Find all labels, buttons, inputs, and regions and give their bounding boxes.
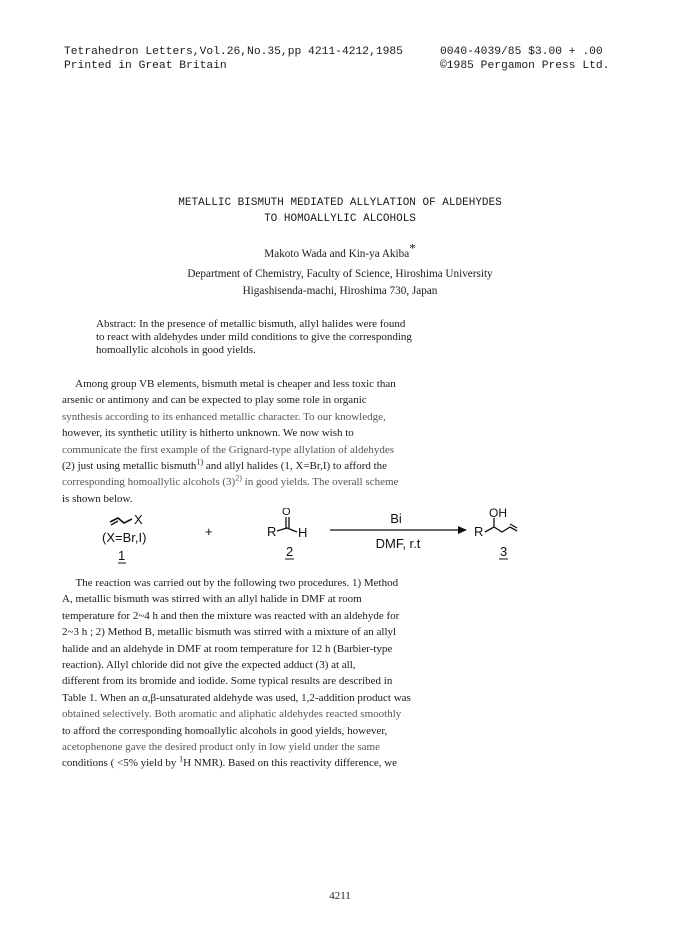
article-title-line-1: METALLIC BISMUTH MEDIATED ALLYLATION OF ALDEHYDES: [178, 197, 502, 209]
text-span: (2) just using metallic bismuth: [62, 460, 197, 473]
compound-number-1: 1: [118, 548, 126, 563]
body-line: different from its bromide and iodide. Some typical results are described in: [62, 675, 393, 688]
body-line: is shown below.: [62, 492, 133, 505]
product-hydroxyl: OH: [489, 508, 507, 520]
abstract-line: to react with aldehydes under mild conditions to give the corresponding: [96, 331, 412, 344]
aldehyde-structure: [267, 508, 307, 559]
homoallylic-alcohol-structure: [474, 508, 517, 559]
reagent-bismuth: Bi: [390, 511, 402, 526]
text-span: corresponding homoallylic alcohols (3): [62, 476, 236, 489]
compound-number-3: 3: [500, 544, 508, 559]
body-line: A, metallic bismuth was stirred with an allyl halide in DMF at room: [62, 593, 362, 606]
body-line: [62, 474, 618, 490]
body-line: synthesis according to its enhanced metallic character. To our knowledge,: [62, 410, 386, 423]
paragraph-intro: [62, 376, 618, 507]
product-r-group: R: [474, 524, 484, 539]
copyright: ©1985 Pergamon Press Ltd.: [440, 60, 610, 72]
page-number: 4211: [329, 890, 351, 902]
reference-1: 1): [196, 457, 204, 467]
authors: [0, 240, 680, 261]
paragraph-procedure: [62, 575, 618, 772]
reference-2: 2): [235, 473, 242, 483]
compound-number-2: 2: [286, 544, 294, 559]
body-line: 2~3 h ; 2) Method B, metallic bismuth was stirred with a mixture of an allyl: [62, 626, 397, 639]
abstract-line: homoallylic alcohols in good yields.: [96, 344, 256, 357]
body-line: acetophenone gave the desired product only in low yield under the same: [62, 741, 380, 754]
carbonyl-oxygen: O: [282, 508, 291, 518]
body-line: [62, 755, 618, 771]
body-line: halide and an aldehyde in DMF at room temperature for 12 h (Barbier-type: [62, 642, 393, 655]
body-line: Among group VB elements, bismuth metal is cheaper and less toxic than: [62, 378, 396, 390]
body-line: Table 1. When an α,β-unsaturated aldehyde was used, 1,2-addition product was: [62, 691, 411, 704]
abstract-line: Abstract: In the presence of metallic bismuth, allyl halides were found: [96, 318, 406, 330]
issn-price: 0040-4039/85 $3.00 + .00: [440, 46, 603, 58]
body-line: however, its synthetic utility is hitherto unknown. We now wish to: [62, 427, 354, 440]
aldehyde-r-group: R: [267, 524, 277, 539]
body-line: The reaction was carried out by the following two procedures. 1) Method: [62, 577, 399, 589]
nmr-superscript: 1: [179, 754, 184, 764]
article-title-line-2: TO HOMOALLYLIC ALCOHOLS: [264, 213, 416, 225]
affiliation-line-2: Higashisenda-machi, Hiroshima 730, Japan: [242, 285, 438, 297]
body-line: reaction). Allyl chloride did not give the expected adduct (3) at all,: [62, 659, 356, 672]
printed-in: Printed in Great Britain: [64, 60, 227, 72]
reaction-arrow: [330, 511, 467, 551]
corresponding-mark: *: [409, 240, 416, 256]
author-names: Makoto Wada and Kin-ya Akiba: [264, 248, 410, 260]
conditions-dmf-rt: DMF, r.t: [375, 536, 421, 551]
body-line: communicate the first example of the Grignard-type allylation of aldehydes: [62, 443, 395, 456]
halide-condition: (X=Br,I): [102, 530, 147, 545]
text-span: in good yields. The overall scheme: [241, 476, 399, 489]
affiliation-line-1: Department of Chemistry, Faculty of Science, Hiroshima University: [187, 268, 493, 280]
body-line: arsenic or antimony and can be expected to play some role in organic: [62, 394, 367, 407]
plus-sign: +: [205, 524, 213, 539]
reaction-scheme: [0, 508, 680, 568]
text-span: H NMR). Based on this reactivity difference, we: [183, 757, 398, 770]
journal-citation: Tetrahedron Letters,Vol.26,No.35,pp 4211-4212,1985: [64, 46, 403, 58]
text-span: conditions ( <5% yield by: [62, 757, 180, 770]
body-line: to afford the corresponding homoallylic alcohols in good yields, however,: [62, 724, 388, 737]
halide-x-label: X: [134, 512, 143, 527]
body-line: [62, 458, 618, 474]
allyl-halide-structure: [102, 512, 146, 563]
aldehyde-hydrogen: H: [298, 525, 308, 540]
abstract: [96, 318, 616, 358]
text-span: and allyl halides (1, X=Br,I) to afford the: [203, 460, 388, 473]
body-line: obtained selectively. Both aromatic and aliphatic aldehydes reacted smoothly: [62, 708, 402, 721]
body-line: temperature for 2~4 h and then the mixture was reacted with an aldehyde for: [62, 609, 400, 622]
